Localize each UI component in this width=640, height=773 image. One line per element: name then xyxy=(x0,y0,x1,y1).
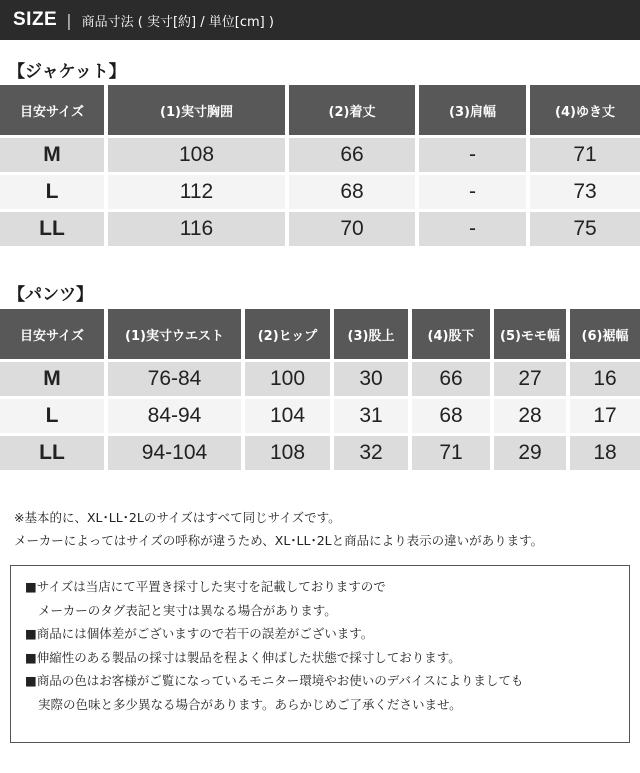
table-row xyxy=(0,175,640,209)
table-cell: 73 xyxy=(528,175,640,209)
size-label: SIZE xyxy=(13,9,58,30)
table-row xyxy=(0,212,640,246)
pants-header-cell: 目安サイズ xyxy=(0,309,106,359)
table-cell: 29 xyxy=(492,436,568,470)
note-line: ※基本的に、XL･LL･2Lのサイズはすべて同じサイズです。 xyxy=(14,510,341,525)
table-cell: 71 xyxy=(410,436,492,470)
jacket-header-cell: (3)肩幅 xyxy=(417,85,528,135)
table-cell: 66 xyxy=(287,138,417,172)
table-cell: 18 xyxy=(568,436,640,470)
table-cell: 68 xyxy=(287,175,417,209)
info-line: ■商品の色はお客様がご覧になっているモニター環境やお使いのデバイスによりましても xyxy=(25,673,524,688)
table-cell: 116 xyxy=(106,212,287,246)
measurement-info-box xyxy=(10,565,630,743)
table-cell: 71 xyxy=(528,138,640,172)
note-line: メーカーによってはサイズの呼称が違うため、XL･LL･2Lと商品により表示の違いがあります。 xyxy=(14,533,544,548)
table-cell: 94-104 xyxy=(106,436,243,470)
pants-header-cell: (5)モモ幅 xyxy=(492,309,568,359)
table-cell: 108 xyxy=(106,138,287,172)
info-line: 実際の色味と多少異なる場合があります。あらかじめご了承くださいませ。 xyxy=(38,696,462,712)
jacket-header-row xyxy=(0,85,640,135)
jacket-header-cell: (2)着丈 xyxy=(287,85,417,135)
info-line: ■商品には個体差がございますので若干の誤差がございます。 xyxy=(25,626,374,641)
table-row xyxy=(0,138,640,172)
table-cell: 66 xyxy=(410,362,492,396)
table-row xyxy=(0,362,640,396)
table-row xyxy=(0,399,640,433)
pants-header-cell: (6)裾幅 xyxy=(568,309,640,359)
table-cell: 31 xyxy=(332,399,410,433)
pants-header-cell: (4)股下 xyxy=(410,309,492,359)
table-cell: 84-94 xyxy=(106,399,243,433)
table-cell: 75 xyxy=(528,212,640,246)
size-label-cell: M xyxy=(0,138,106,172)
header-bar xyxy=(0,0,640,40)
table-cell: - xyxy=(417,212,528,246)
pants-title: 【パンツ】 xyxy=(8,285,93,305)
size-label-cell: LL xyxy=(0,436,106,470)
info-line: ■サイズは当店にて平置き採寸した実寸を記載しておりますので xyxy=(25,579,386,594)
table-cell: 30 xyxy=(332,362,410,396)
table-cell: 104 xyxy=(243,399,332,433)
table-cell: 17 xyxy=(568,399,640,433)
pants-size-table xyxy=(0,306,640,473)
jacket-size-table xyxy=(0,82,640,249)
table-cell: 108 xyxy=(243,436,332,470)
table-cell: 70 xyxy=(287,212,417,246)
size-label-cell: LL xyxy=(0,212,106,246)
size-label-cell: L xyxy=(0,175,106,209)
jacket-title: 【ジャケット】 xyxy=(8,62,126,82)
size-notes xyxy=(14,506,543,552)
size-label-cell: M xyxy=(0,362,106,396)
pants-header-cell: (1)実寸ウエスト xyxy=(106,309,243,359)
jacket-header-cell: (1)実寸胸囲 xyxy=(106,85,287,135)
table-row xyxy=(0,436,640,470)
pants-header-row xyxy=(0,309,640,359)
info-line: ■伸縮性のある製品の採寸は製品を程よく伸ばした状態で採寸しております。 xyxy=(25,649,461,665)
table-cell: - xyxy=(417,138,528,172)
table-cell: 76-84 xyxy=(106,362,243,396)
size-label-cell: L xyxy=(0,399,106,433)
table-cell: 32 xyxy=(332,436,410,470)
table-cell: 68 xyxy=(410,399,492,433)
pants-header-cell: (3)股上 xyxy=(332,309,410,359)
table-cell: 16 xyxy=(568,362,640,396)
header-separator: | xyxy=(66,10,72,30)
table-cell: 100 xyxy=(243,362,332,396)
header-subtitle: 商品寸法 ( 実寸[約] / 単位[cm] ) xyxy=(81,14,274,30)
table-cell: 112 xyxy=(106,175,287,209)
pants-header-cell: (2)ヒップ xyxy=(243,309,332,359)
table-cell: 28 xyxy=(492,399,568,433)
jacket-header-cell: (4)ゆき丈 xyxy=(528,85,640,135)
info-line: メーカーのタグ表記と実寸は異なる場合があります。 xyxy=(38,602,337,618)
jacket-header-cell: 目安サイズ xyxy=(0,85,106,135)
table-cell: - xyxy=(417,175,528,209)
table-cell: 27 xyxy=(492,362,568,396)
